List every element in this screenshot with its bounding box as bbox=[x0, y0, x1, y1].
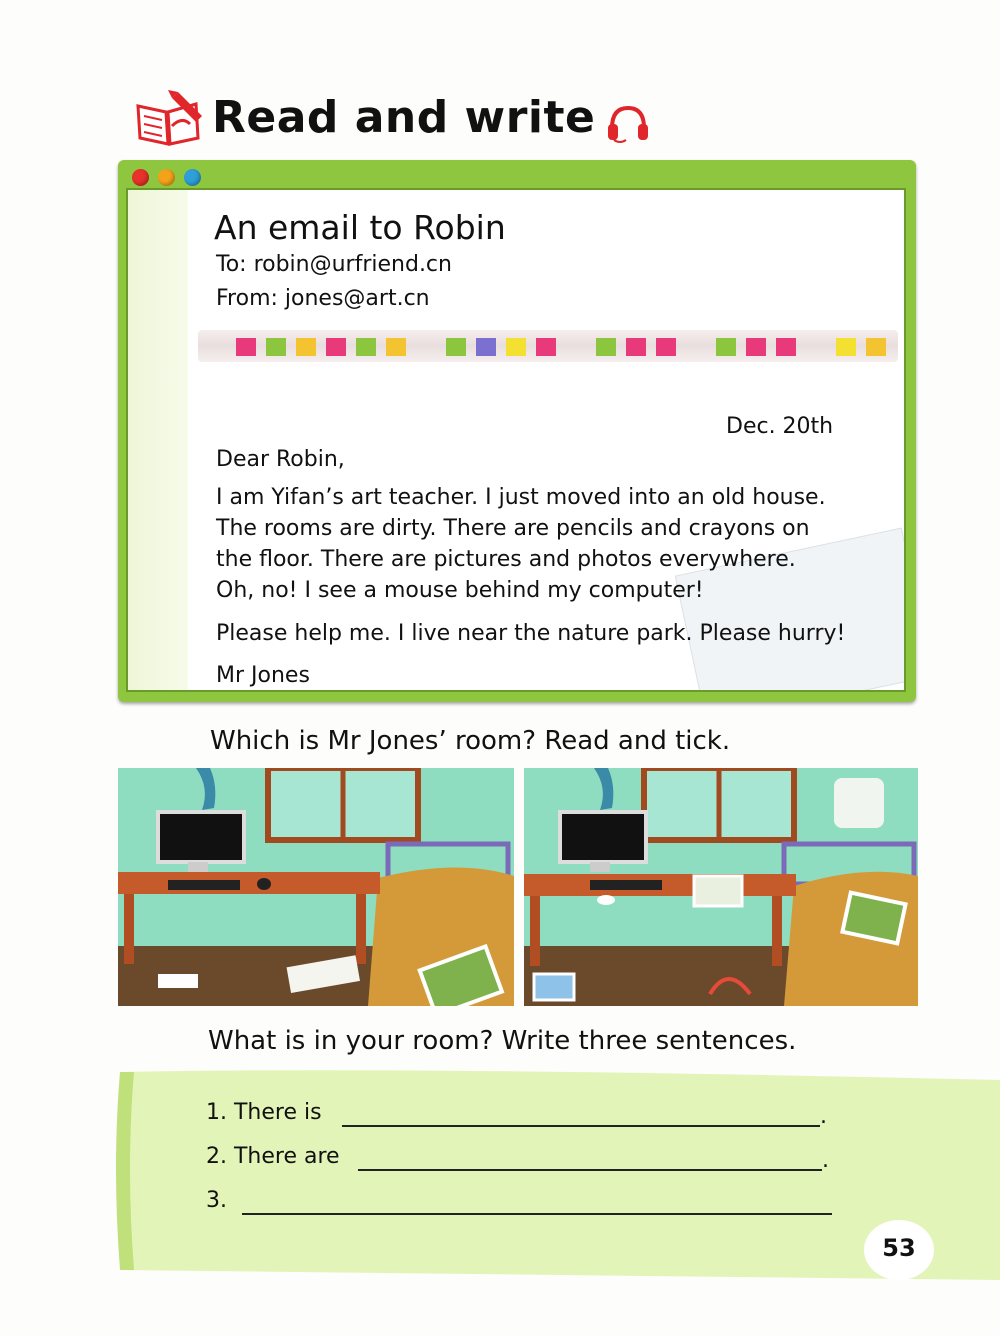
headphones-icon[interactable] bbox=[604, 102, 650, 144]
window-dot-orange bbox=[158, 169, 175, 186]
color-square bbox=[236, 338, 256, 356]
question-1: Which is Mr Jones’ room? Read and tick. bbox=[210, 726, 731, 756]
email-from: From: jones@art.cn bbox=[216, 286, 430, 311]
page-number: 53 bbox=[882, 1234, 916, 1262]
color-square bbox=[716, 338, 736, 356]
email-subject: An email to Robin bbox=[214, 208, 506, 247]
color-square bbox=[266, 338, 286, 356]
email-to: To: robin@urfriend.cn bbox=[216, 252, 452, 277]
color-square bbox=[746, 338, 766, 356]
email-line: the floor. There are pictures and photos everywhere. bbox=[216, 547, 796, 572]
color-square bbox=[626, 338, 646, 356]
answer-line-3[interactable] bbox=[242, 1213, 832, 1215]
email-line: I am Yifan’s art teacher. I just moved into an old house. bbox=[216, 485, 826, 510]
room-picture-left[interactable] bbox=[118, 768, 514, 1006]
color-square bbox=[326, 338, 346, 356]
color-square bbox=[446, 338, 466, 356]
sentence-prompt-2: 2. There are bbox=[206, 1144, 340, 1169]
question-2: What is in your room? Write three sentences. bbox=[208, 1026, 797, 1056]
email-signoff: Mr Jones bbox=[216, 663, 310, 688]
period-1: . bbox=[820, 1104, 827, 1129]
color-square bbox=[596, 338, 616, 356]
room-picture-right[interactable] bbox=[524, 768, 918, 1006]
email-greeting: Dear Robin, bbox=[216, 447, 345, 472]
color-square bbox=[476, 338, 496, 356]
email-paragraph-2: Please help me. I live near the nature park. Please hurry! bbox=[216, 621, 846, 646]
section-heading: Read and write bbox=[212, 92, 596, 143]
answer-line-1[interactable] bbox=[342, 1125, 820, 1127]
email-line: The rooms are dirty. There are pencils and crayons on bbox=[216, 516, 810, 541]
color-square bbox=[656, 338, 676, 356]
sentence-prompt-3: 3. bbox=[206, 1188, 227, 1213]
email-sidebar bbox=[128, 190, 188, 690]
color-square bbox=[296, 338, 316, 356]
pencil-book-icon bbox=[132, 86, 208, 148]
email-paragraph-1 bbox=[216, 482, 896, 606]
sentence-prompt-1: 1. There is bbox=[206, 1100, 322, 1125]
color-square bbox=[536, 338, 556, 356]
color-square bbox=[836, 338, 856, 356]
color-square bbox=[866, 338, 886, 356]
color-square bbox=[506, 338, 526, 356]
answer-line-2[interactable] bbox=[358, 1169, 822, 1171]
window-dot-red bbox=[132, 169, 149, 186]
decorative-color-strip bbox=[198, 330, 898, 362]
color-square bbox=[776, 338, 796, 356]
window-dot-blue bbox=[184, 169, 201, 186]
email-window bbox=[118, 160, 916, 702]
color-square bbox=[386, 338, 406, 356]
color-square bbox=[356, 338, 376, 356]
email-date: Dec. 20th bbox=[726, 414, 834, 439]
email-line: Oh, no! I see a mouse behind my computer! bbox=[216, 578, 704, 603]
period-2: . bbox=[822, 1148, 829, 1173]
email-body bbox=[126, 188, 906, 692]
